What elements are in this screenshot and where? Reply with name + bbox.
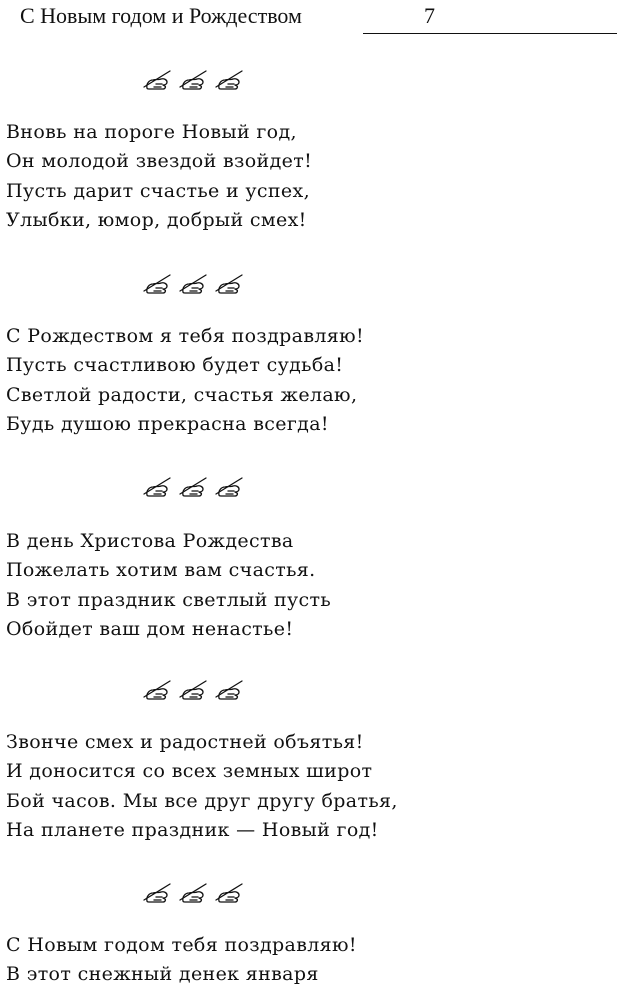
poem-line: И доносится со всех земных широт: [6, 760, 373, 783]
writing-hand-icon: [142, 881, 173, 903]
writing-hand-icon: [214, 272, 245, 294]
stanza: [6, 322, 606, 439]
writing-hand-icon: [214, 68, 245, 90]
writing-hand-icon: [142, 272, 173, 294]
writing-hand-icon: [178, 678, 209, 700]
writing-hand-icon: [142, 678, 173, 700]
poem-line: С Рождеством я тебя поздравляю!: [6, 325, 365, 347]
poem-line: Пожелать хотим вам счастья.: [6, 559, 316, 582]
writing-hand-icon: [214, 881, 245, 903]
poem-line: Светлой радости, счастья желаю,: [6, 383, 358, 406]
writing-hand-icon: [178, 475, 209, 497]
poem-line: Пусть счастливою будет судьба!: [6, 354, 344, 377]
header-title: С Новым годом и Рождеством: [20, 3, 302, 28]
ornament-divider: [142, 272, 247, 294]
poem-line: Обойдет ваш дом ненастье!: [6, 617, 294, 640]
ornament-divider: [142, 881, 247, 903]
header-rule: [363, 33, 617, 34]
writing-hand-icon: [178, 68, 209, 90]
poem-line: С Новым годом тебя поздравляю!: [6, 934, 357, 956]
stanza: [6, 118, 606, 235]
poem-line: Пусть дарит счастье и успех,: [6, 179, 310, 202]
writing-hand-icon: [178, 272, 209, 294]
writing-hand-icon: [178, 881, 209, 903]
poem-line: На планете праздник — Новый год!: [6, 818, 379, 841]
poem-line: Бой часов. Мы все друг другу братья,: [6, 789, 398, 812]
poem-line: Звонче смех и радостней объятья!: [6, 731, 364, 753]
ornament-divider: [142, 475, 247, 497]
poem-line: В день Христова Рождества: [6, 530, 294, 552]
stanza: [6, 728, 606, 845]
poem-line: Он молодой звездой взойдет!: [6, 150, 313, 173]
writing-hand-icon: [214, 475, 245, 497]
poem-line: Вновь на пороге Новый год,: [6, 121, 297, 143]
poem-line: В этот снежный денек января: [6, 963, 319, 986]
ornament-divider: [142, 68, 247, 90]
page-number: 7: [424, 3, 435, 28]
poem-line: В этот праздник светлый пусть: [6, 588, 332, 611]
writing-hand-icon: [214, 678, 245, 700]
running-header: [0, 0, 619, 40]
writing-hand-icon: [142, 68, 173, 90]
stanza: [6, 527, 606, 644]
poem-line: Улыбки, юмор, добрый смех!: [6, 208, 307, 231]
writing-hand-icon: [142, 475, 173, 497]
ornament-divider: [142, 678, 247, 700]
stanza: [6, 931, 606, 990]
poem-line: Будь душою прекрасна всегда!: [6, 412, 329, 435]
